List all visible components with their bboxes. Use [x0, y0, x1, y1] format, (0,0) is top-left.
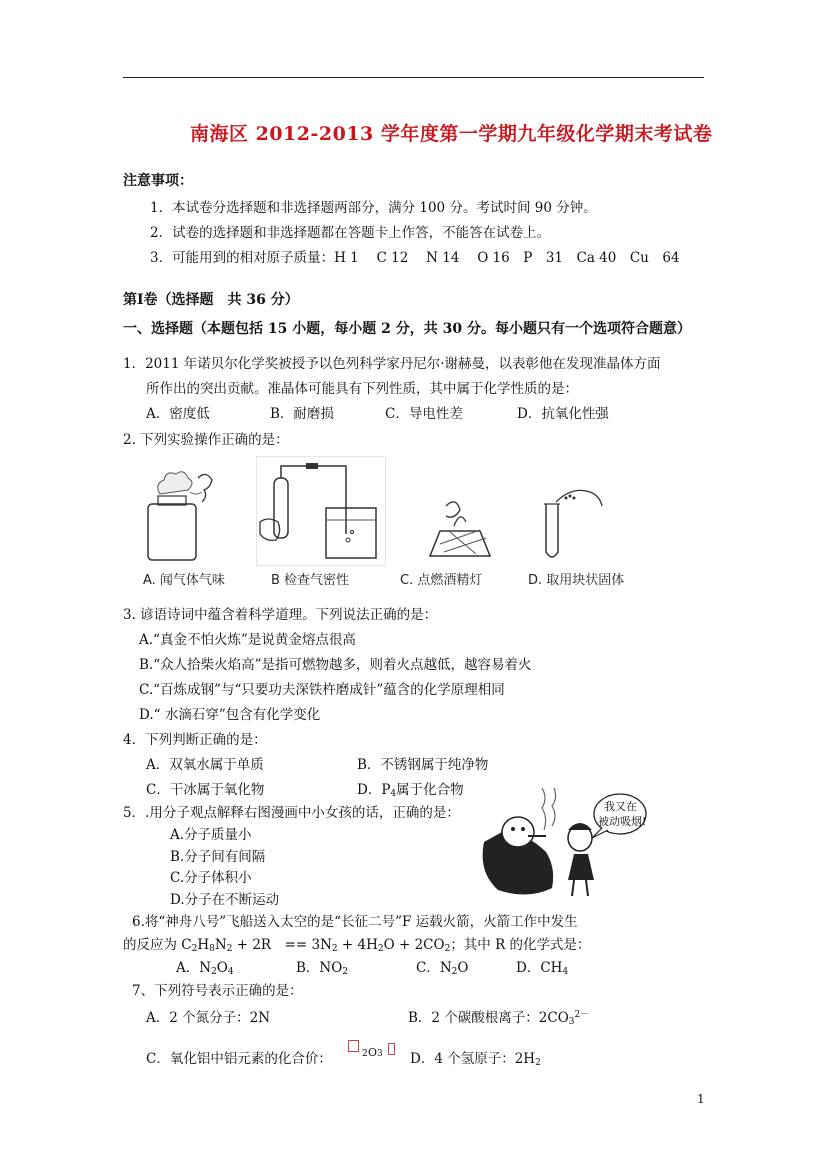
q2-caption-d: D. 取用块状固体 — [528, 573, 625, 588]
q6-option-a: A．$N_2O_4$ — [176, 960, 234, 977]
q6-line2: 的反应为 $C_2H_8N_2 + 2R$ == $3N_2 + 4H_2O + 2CO_2$；其中 R 的化学式是： — [123, 937, 591, 954]
q5-option-b: B.分子间有间隔 — [170, 849, 266, 865]
notice-item-1: 1．本试卷分选择题和非选择题两部分，满分 100 分。考试时间 90 分钟。 — [150, 200, 597, 216]
q6-option-d: D．$CH_4$ — [516, 960, 569, 977]
q4-option-a: A．双氧水属于单质 — [146, 757, 264, 773]
page-title: 南海区 2012-2013 学年度第一学期九年级化学期末考试卷 — [190, 123, 713, 145]
broken-image-icon — [388, 1043, 395, 1055]
q1-option-c: C．导电性差 — [385, 406, 463, 422]
q3-option-b: B.“众人拾柴火焰高”是指可燃物越多，则着火点越低，越容易着火 — [139, 657, 532, 673]
q1-line2: 所作出的突出贡献。准晶体可能具有下列性质，其中属于化学性质的是： — [146, 381, 578, 397]
q1-option-a: A．密度低 — [146, 406, 210, 422]
q5-option-c: C.分子体积小 — [170, 870, 252, 886]
q7-option-a: A．2 个氮分子：2N — [146, 1010, 271, 1026]
notice-heading: 注意事项： — [123, 173, 193, 189]
bubble-line-1: 我又在 — [604, 800, 637, 813]
q5-stem: 5．.用分子观点解释右图漫画中小女孩的话，正确的是： — [123, 805, 460, 821]
q1-option-b: B．耐磨损 — [270, 406, 334, 422]
q3-option-d: D.“ 水滴石穿”包含有化学变化 — [139, 707, 321, 723]
q7-option-c: C．氧化铝中铝元素的化合价： — [146, 1051, 332, 1067]
q4-stem: 4．下列判断正确的是： — [123, 732, 267, 748]
q3-option-c: C.“百炼成钢”与“只要功夫深铁杵磨成针”蕴含的化学原理相同 — [139, 682, 505, 698]
q5-option-d: D.分子在不断运动 — [170, 892, 280, 908]
q1-option-d: D．抗氧化性强 — [517, 406, 609, 422]
q5-option-a: A.分子质量小 — [170, 827, 252, 843]
figure-airtightness — [256, 456, 386, 566]
q1-line1: 1．2011 年诺贝尔化学奖被授予以色列科学家丹尼尔·谢赫曼，以表彰他在发现准晶体方面 — [123, 356, 661, 372]
q7-stem: 7、下列符号表示正确的是： — [132, 983, 303, 999]
q4-option-b: B．不锈钢属于纯净物 — [357, 757, 489, 773]
notice-item-2: 2．试卷的选择题和非选择题都在答题卡上作答，不能答在试卷上。 — [150, 225, 551, 241]
top-rule — [123, 77, 704, 78]
q7-option-b: B．2 个碳酸根离子：$2CO_3^{2-}$ — [408, 1010, 590, 1027]
figure-alcohol-lamp — [420, 486, 500, 564]
bubble-line-2: 被动吸烟! — [598, 815, 647, 828]
figure-smell-gas — [128, 454, 250, 564]
q2-caption-b: B 检查气密性 — [271, 573, 350, 588]
q3-option-a: A.“真金不怕火炼”是说黄金熔点很高 — [139, 632, 356, 648]
q6-line1: 6.将“神舟八号”飞船送入太空的是“长征二号”F 运载火箭，火箭工作中发生 — [132, 914, 578, 930]
q3-stem: 3. 谚语诗词中蕴含着科学道理。下列说法正确的是： — [123, 607, 438, 623]
q6-option-b: B．$NO_2$ — [296, 960, 349, 977]
broken-image-icon — [348, 1040, 359, 1052]
section1-heading: 一、选择题（本题包括 15 小题，每小题 2 分，共 30 分。每小题只有一个选项符合题意） — [123, 321, 691, 337]
figure-smoking-cartoon — [478, 772, 648, 902]
figure-solid-tube — [520, 486, 610, 566]
q2-caption-c: C. 点燃酒精灯 — [400, 573, 483, 588]
q7-option-c-formula: 2 O 3 — [348, 1040, 408, 1062]
notice-item-3: 3．可能用到的相对原子质量：H 1 C 12 N 14 O 16 P 31 Ca 40 Cu 64 — [150, 250, 680, 266]
q2-stem: 2. 下列实验操作正确的是： — [123, 432, 289, 448]
q4-option-c: C．干冰属于氧化物 — [146, 782, 265, 798]
q2-caption-a: A. 闻气体气味 — [143, 573, 225, 588]
q4-option-d: D．$P_4$属于化合物 — [357, 782, 464, 799]
part1-heading: 第Ⅰ卷（选择题 共 36 分） — [123, 292, 299, 308]
q6-option-c: C．$N_2O$ — [416, 960, 469, 977]
q7-option-d: D．4 个氢原子：$2H_2$ — [410, 1051, 541, 1068]
page-number: 1 — [697, 1092, 705, 1106]
